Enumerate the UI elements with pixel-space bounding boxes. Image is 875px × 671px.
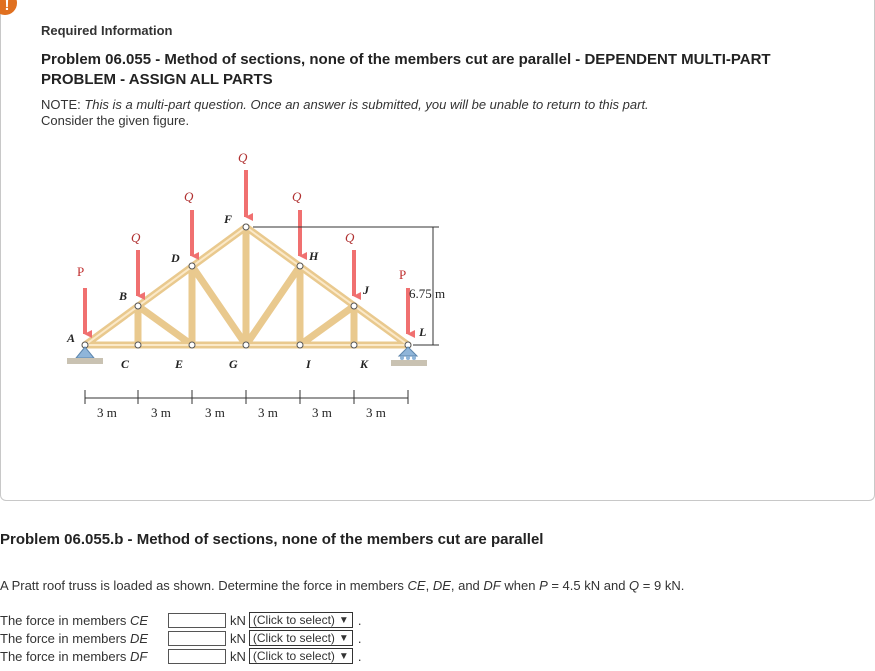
note-prefix: NOTE: bbox=[41, 97, 85, 112]
node-label-I: I bbox=[306, 357, 311, 371]
node-label-K: K bbox=[360, 357, 369, 371]
answer-input-DF[interactable] bbox=[168, 649, 226, 664]
node-label-L: L bbox=[419, 325, 427, 339]
span-label-6: 3 m bbox=[366, 405, 386, 420]
desc-member-DE: DE bbox=[432, 578, 451, 593]
load-label-Q-4: Q bbox=[292, 189, 302, 204]
desc-var-P: P bbox=[539, 578, 548, 593]
pin-support-icon bbox=[67, 347, 103, 364]
alert-icon: ! bbox=[0, 0, 17, 15]
answer-label bbox=[0, 631, 168, 646]
span-dimension bbox=[85, 390, 408, 404]
height-label: 6.75 m bbox=[409, 286, 446, 301]
desc-text-2: , bbox=[425, 578, 433, 593]
period: . bbox=[357, 648, 362, 664]
load-label-Q-3: Q bbox=[238, 150, 248, 165]
select-text: (Click to select) bbox=[252, 649, 335, 663]
answer-member: DF bbox=[130, 648, 148, 664]
note-line2: Consider the given figure. bbox=[41, 113, 190, 128]
problem-description bbox=[0, 578, 684, 593]
required-information-heading: Required Information bbox=[41, 23, 173, 38]
node-label-B: B bbox=[119, 289, 128, 303]
direction-select-DF[interactable] bbox=[249, 648, 353, 664]
chevron-down-icon: ▼ bbox=[338, 632, 349, 644]
answer-row-DF bbox=[0, 647, 361, 665]
note-text bbox=[41, 97, 649, 129]
desc-text-1: A Pratt roof truss is loaded as shown. Determine the force in members bbox=[0, 578, 408, 593]
problem-title: Problem 06.055 - Method of sections, none of the members cut are parallel - DEPENDENT MULTI-PART PROBLEM - ASSIGN ALL PARTS bbox=[41, 51, 771, 88]
span-label-5: 3 m bbox=[312, 405, 332, 420]
span-label-4: 3 m bbox=[258, 405, 278, 420]
desc-text-3: , and bbox=[450, 578, 484, 593]
direction-select-DE[interactable] bbox=[249, 630, 353, 646]
desc-text-5: = 4.5 kN and bbox=[547, 578, 630, 593]
pratt-truss-figure bbox=[61, 146, 481, 436]
answer-input-CE[interactable] bbox=[168, 613, 226, 628]
part-title: Problem 06.055.b - Method of sections, none of the members cut are parallel bbox=[0, 531, 544, 548]
node-label-A: A bbox=[67, 331, 76, 345]
desc-var-Q: Q bbox=[629, 578, 640, 593]
load-label-P-left: P bbox=[77, 264, 85, 279]
load-label-Q-5: Q bbox=[345, 230, 355, 245]
desc-member-CE: CE bbox=[407, 578, 426, 593]
answer-label bbox=[0, 649, 168, 664]
node-label-E: E bbox=[175, 357, 184, 371]
answer-input-DE[interactable] bbox=[168, 631, 226, 646]
desc-text-6: = 9 kN. bbox=[639, 578, 685, 593]
answer-member: DE bbox=[130, 630, 149, 646]
answer-label-text: The force in members bbox=[0, 612, 131, 628]
node-label-H: H bbox=[309, 249, 319, 263]
desc-text-4: when bbox=[500, 578, 540, 593]
unit-label: kN bbox=[230, 648, 246, 664]
period: . bbox=[357, 612, 362, 628]
answer-row-DE bbox=[0, 629, 361, 647]
direction-select-CE[interactable] bbox=[249, 612, 353, 628]
span-label-3: 3 m bbox=[205, 405, 225, 420]
note-italic: This is a multi-part question. Once an answer is submitted, you will be unable to return to this part. bbox=[84, 97, 649, 112]
answer-row-CE bbox=[0, 611, 361, 629]
node-label-J: J bbox=[363, 283, 369, 297]
select-text: (Click to select) bbox=[252, 631, 335, 645]
load-label-Q-2: Q bbox=[184, 189, 194, 204]
chevron-down-icon: ▼ bbox=[338, 614, 349, 626]
unit-label: kN bbox=[230, 612, 246, 628]
unit-label: kN bbox=[230, 630, 246, 646]
period: . bbox=[357, 630, 362, 646]
node-label-C: C bbox=[121, 357, 130, 371]
load-label-P-right: P bbox=[399, 267, 407, 282]
answer-member: CE bbox=[130, 612, 149, 628]
node-label-F: F bbox=[224, 212, 233, 226]
answer-label-text: The force in members bbox=[0, 648, 131, 664]
answer-label-text: The force in members bbox=[0, 630, 131, 646]
node-label-G: G bbox=[229, 357, 238, 371]
chevron-down-icon: ▼ bbox=[338, 650, 349, 662]
load-label-Q-1: Q bbox=[131, 230, 141, 245]
node-label-D: D bbox=[171, 251, 180, 265]
roller-support-icon bbox=[391, 347, 427, 366]
desc-member-DF: DF bbox=[483, 578, 501, 593]
select-text: (Click to select) bbox=[252, 613, 335, 627]
answer-label bbox=[0, 613, 168, 628]
span-label-1: 3 m bbox=[97, 405, 117, 420]
span-label-2: 3 m bbox=[151, 405, 171, 420]
